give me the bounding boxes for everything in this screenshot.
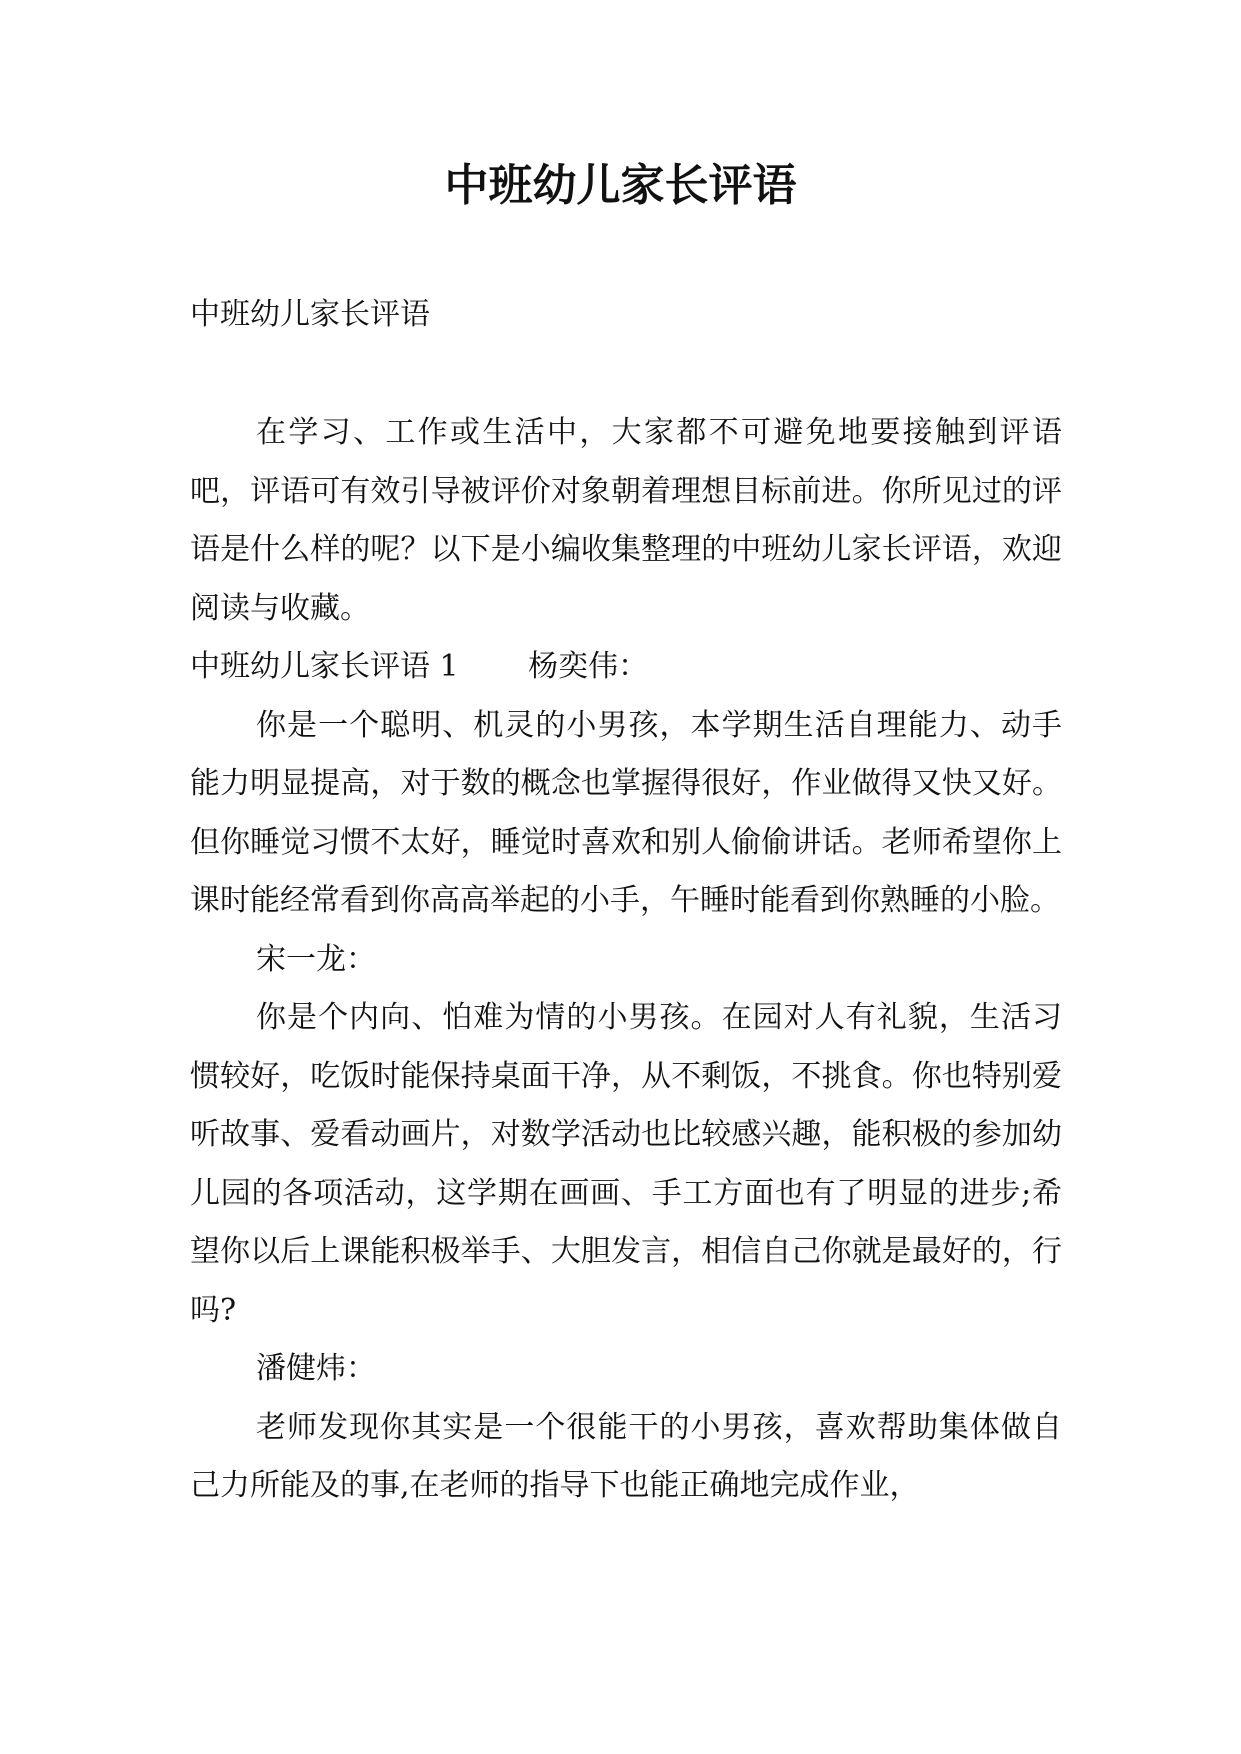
intro-paragraph: 在学习、工作或生活中，大家都不可避免地要接触到评语吧，评语可有效引导被评价对象朝着理想目标前进。你所见过的评语是什么样的呢？以下是小编收集整理的中班幼儿家长评语，欢迎阅读与收藏。: [190, 415, 1062, 626]
document-title: 中班幼儿家长评语: [444, 160, 797, 211]
student-name-2: 宋一龙：: [256, 941, 376, 977]
document-body: [190, 404, 1062, 1516]
comment-paragraph-3: 老师发现你其实是一个很能干的小男孩，喜欢帮助集体做自己力所能及的事,在老师的指导下也能正确地完成作业，: [190, 1409, 1062, 1503]
student-name-3: 潘健炜：: [256, 1351, 376, 1386]
comment-paragraph-2: 你是个内向、怕难为情的小男孩。在园对人有礼貌，生活习惯较好，吃饭时能保持桌面干净，从不剩饭，不挑食。你也特别爱听故事、爱看动画片，对数学活动也比较感兴趣，能积极的参加幼儿园的各项活动，这学期在画画、手工方面也有了明显的进步;希望你以后上课能积极举手、大胆发言，相信自己你就是最好的，行吗?: [190, 1000, 1062, 1328]
section-heading: 中班幼儿家长评语 1 杨奕伟：: [190, 649, 649, 684]
document-subtitle: 中班幼儿家长评语: [190, 297, 430, 332]
comment-paragraph-1: 你是一个聪明、机灵的小男孩，本学期生活自理能力、动手能力明显提高，对于数的概念也掌握得很好，作业做得又快又好。但你睡觉习惯不太好，睡觉时喜欢和别人偷偷讲话。老师希望你上课时能经常看到你高高举起的小手，午睡时能看到你熟睡的小脸。: [190, 707, 1062, 918]
